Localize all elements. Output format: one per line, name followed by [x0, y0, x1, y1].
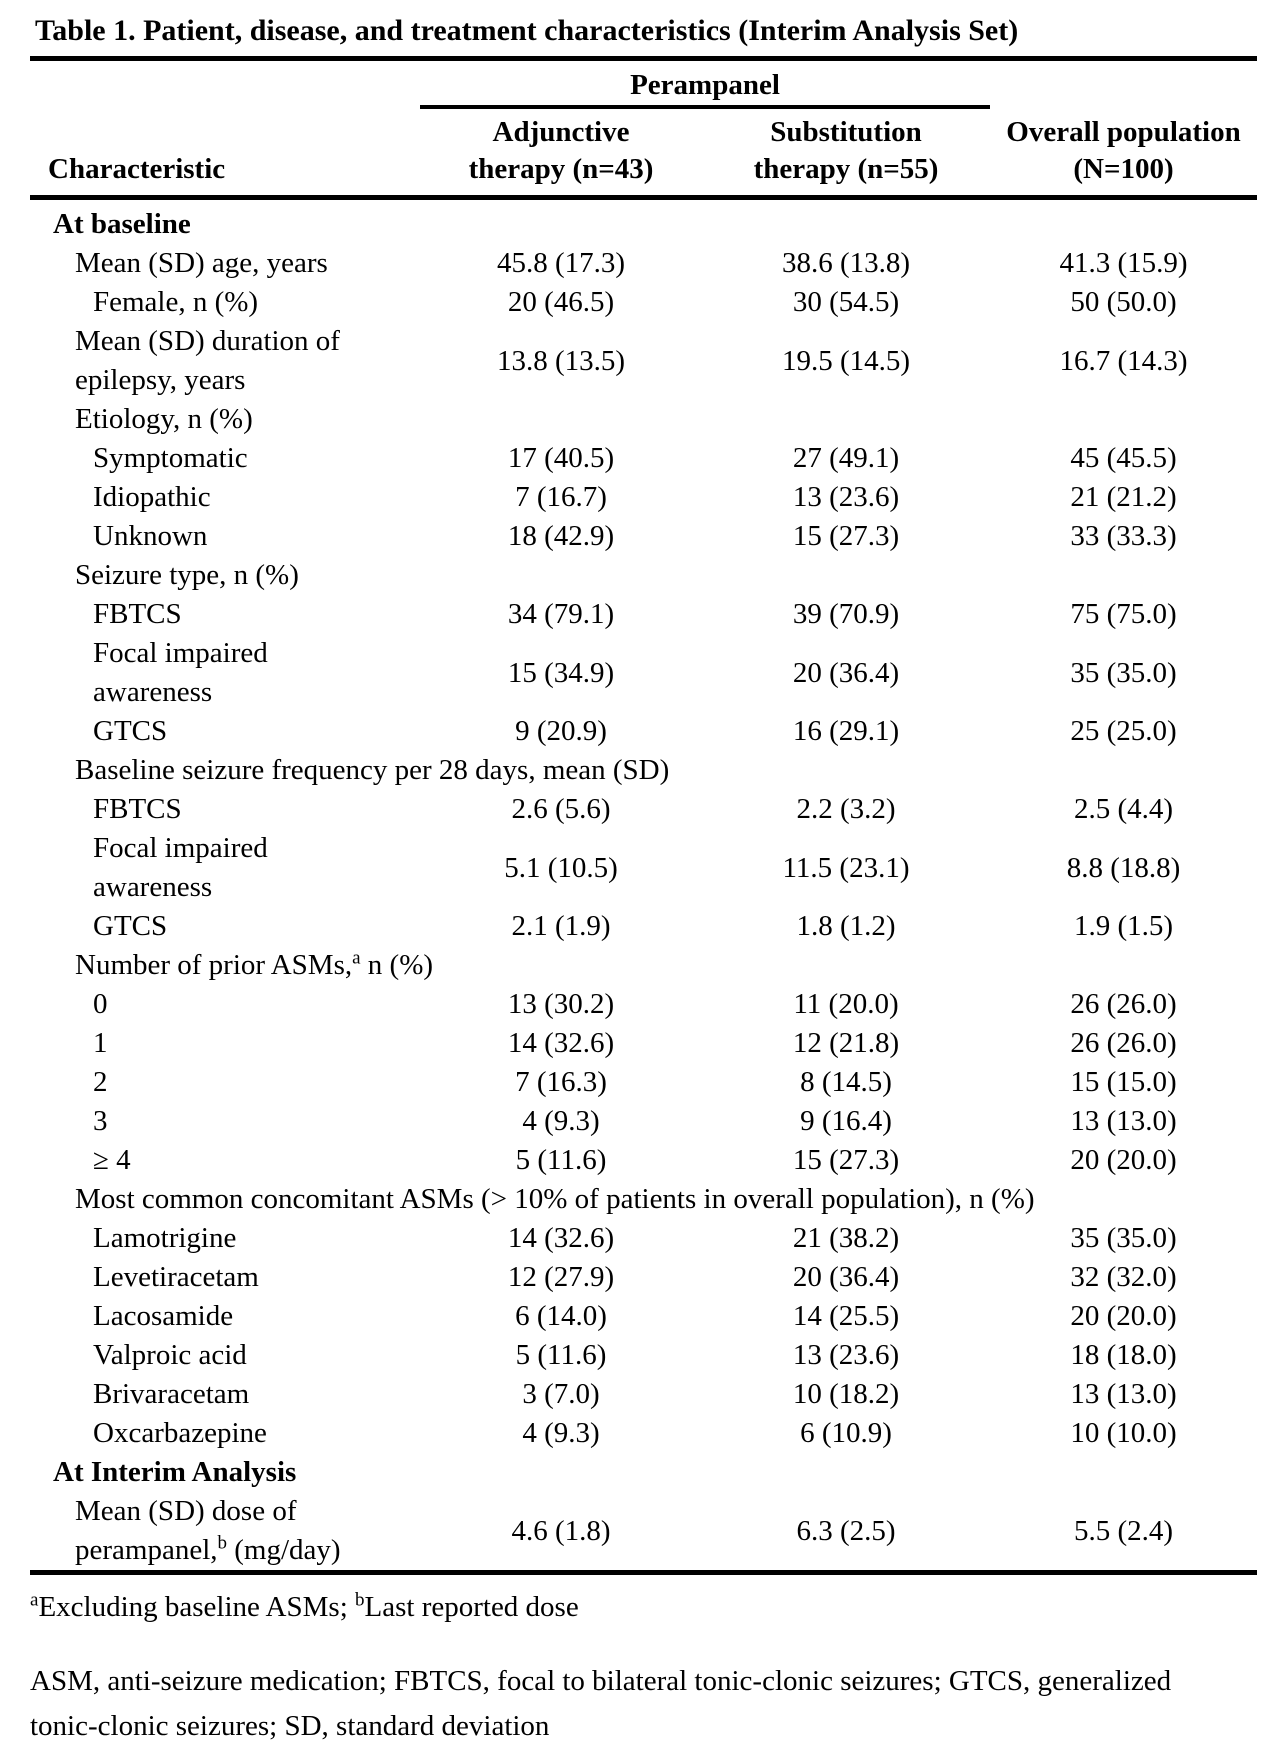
cell-value: 8 (14.5) — [800, 1066, 892, 1098]
row-label: Mean (SD) duration of epilepsy, years — [75, 325, 340, 396]
table-row — [30, 244, 1257, 283]
row-label: Most common concomitant ASMs (> 10% of patients in overall population), n (%) — [75, 1183, 1035, 1215]
table-row — [30, 790, 1257, 829]
perampanel-spanner-header: Perampanel — [420, 59, 990, 108]
cell-value: 27 (49.1) — [792, 442, 900, 474]
row-label: Focal impaired awareness — [93, 637, 268, 708]
substitution-column-header — [702, 107, 990, 198]
cell-value: 2.2 (3.2) — [796, 793, 896, 825]
table-row — [30, 595, 1257, 634]
cell-value: 14 (25.5) — [792, 1300, 900, 1332]
cell-value: 18 (42.9) — [507, 520, 615, 552]
cell-value: 1.9 (1.5) — [1073, 910, 1174, 942]
cell-value: 16.7 (14.3) — [1059, 344, 1188, 377]
cell-value: 6 (10.9) — [800, 1417, 892, 1449]
row-label: Levetiracetam — [93, 1261, 259, 1293]
cell-value: 15 (27.3) — [792, 520, 900, 552]
table-row — [30, 322, 1257, 400]
row-label: At baseline — [53, 208, 191, 240]
row-label: Focal impaired awareness — [93, 832, 268, 903]
table-row — [30, 946, 1257, 985]
cell-value: 35 (35.0) — [1070, 656, 1177, 689]
cell-value: 45.8 (17.3) — [496, 247, 626, 279]
cell-value: 35 (35.0) — [1070, 1222, 1177, 1254]
row-label: GTCS — [93, 910, 168, 942]
row-label: Mean (SD) age, years — [75, 247, 328, 279]
cell-value: 2.6 (5.6) — [511, 793, 611, 825]
spanner-spacer-right — [990, 59, 1257, 108]
row-label: Unknown — [93, 520, 208, 552]
table-title: Table 1. Patient, disease, and treatment characteristics (Interim Analysis Set) — [35, 14, 1019, 47]
cell-value: 15 (15.0) — [1070, 1066, 1177, 1098]
cell-value: 18 (18.0) — [1070, 1339, 1177, 1371]
table-row — [30, 439, 1257, 478]
table-row — [30, 556, 1257, 595]
table-row — [30, 1219, 1257, 1258]
cell-value: 15 (34.9) — [507, 656, 615, 689]
cell-value: 16 (29.1) — [792, 715, 900, 747]
cell-value: 2.5 (4.4) — [1073, 793, 1174, 825]
table-row — [30, 751, 1257, 790]
cell-value: 50 (50.0) — [1070, 286, 1177, 318]
cell-value: 9 (16.4) — [800, 1105, 892, 1137]
table-row — [30, 198, 1257, 245]
row-label: Oxcarbazepine — [93, 1417, 267, 1449]
cell-value: 4 (9.3) — [522, 1417, 600, 1449]
cell-value: 4 (9.3) — [522, 1105, 600, 1137]
row-label: FBTCS — [93, 598, 182, 630]
row-label: Seizure type, n (%) — [75, 559, 299, 591]
row-label: 2 — [93, 1066, 108, 1098]
table-row — [30, 1414, 1257, 1453]
cell-value: 26 (26.0) — [1070, 988, 1177, 1020]
substitution-header-line2: therapy (n=55) — [753, 153, 939, 185]
table-row — [30, 985, 1257, 1024]
cell-value: 26 (26.0) — [1070, 1027, 1177, 1059]
cell-value: 5 (11.6) — [515, 1144, 607, 1176]
footnote: $^a$Excluding baseline ASMs; $^b$Last reported dose — [30, 1589, 579, 1623]
table-body — [30, 198, 1257, 1573]
table-row — [30, 283, 1257, 322]
cell-value: 2.1 (1.9) — [511, 910, 611, 942]
cell-value: 3 (7.0) — [522, 1378, 600, 1410]
table-row — [30, 478, 1257, 517]
cell-value: 75 (75.0) — [1070, 598, 1177, 630]
cell-value: 11 (20.0) — [793, 988, 899, 1020]
row-label: Number of prior ASMs,$^a$ n (%) — [75, 947, 434, 981]
cell-value: 30 (54.5) — [792, 286, 900, 318]
column-header-row — [30, 107, 1257, 198]
page — [30, 14, 1257, 1749]
cell-value: 14 (32.6) — [507, 1027, 615, 1059]
overall-header-line2: (N=100) — [1073, 153, 1174, 185]
row-label: Baseline seizure frequency per 28 days, mean (SD) — [75, 754, 670, 786]
abbreviations-note: ASM, anti-seizure medication; FBTCS, focal to bilateral tonic-clonic seizures; GTCS, generalized tonic-clonic seizures; SD, standard deviation — [30, 1665, 1172, 1742]
cell-value: 7 (16.7) — [515, 481, 607, 513]
cell-value: 21 (21.2) — [1070, 481, 1177, 513]
table-row — [30, 1024, 1257, 1063]
cell-value: 5.5 (2.4) — [1073, 1514, 1174, 1547]
cell-value: 13 (13.0) — [1070, 1105, 1177, 1137]
cell-value: 6.3 (2.5) — [796, 1514, 896, 1547]
overall-population-column-header — [990, 107, 1257, 198]
cell-value: 13.8 (13.5) — [496, 344, 626, 377]
cell-value: 5 (11.6) — [515, 1339, 607, 1371]
row-label: Lacosamide — [93, 1300, 234, 1332]
cell-value: 6 (14.0) — [515, 1300, 607, 1332]
table-header — [30, 59, 1257, 198]
cell-value: 20 (46.5) — [507, 286, 615, 318]
row-label: Lamotrigine — [93, 1222, 237, 1254]
table-row — [30, 1297, 1257, 1336]
table-row — [30, 1375, 1257, 1414]
cell-value: 10 (18.2) — [792, 1378, 900, 1410]
cell-value: 14 (32.6) — [507, 1222, 615, 1254]
table-row — [30, 1180, 1257, 1219]
cell-value: 41.3 (15.9) — [1059, 247, 1188, 279]
cell-value: 10 (10.0) — [1070, 1417, 1177, 1449]
row-label: At Interim Analysis — [53, 1456, 297, 1488]
table-row — [30, 712, 1257, 751]
cell-value: 19.5 (14.5) — [781, 344, 911, 377]
cell-value: 11.5 (23.1) — [782, 851, 910, 884]
table-row — [30, 400, 1257, 439]
substitution-header-line1: Substitution — [770, 116, 922, 148]
cell-value: 12 (27.9) — [507, 1261, 615, 1293]
table-row — [30, 517, 1257, 556]
row-label: 3 — [93, 1105, 108, 1137]
row-label: ≥ 4 — [93, 1144, 131, 1176]
cell-value: 17 (40.5) — [507, 442, 615, 474]
row-label: GTCS — [93, 715, 168, 747]
table-row — [30, 1492, 1257, 1573]
cell-value: 38.6 (13.8) — [781, 247, 911, 279]
cell-value: 32 (32.0) — [1070, 1261, 1177, 1293]
row-label: FBTCS — [93, 793, 182, 825]
row-label: 1 — [93, 1027, 108, 1059]
table-row — [30, 1063, 1257, 1102]
cell-value: 13 (23.6) — [792, 481, 900, 513]
cell-value: 20 (20.0) — [1070, 1144, 1177, 1176]
table-row — [30, 1258, 1257, 1297]
cell-value: 15 (27.3) — [792, 1144, 900, 1176]
characteristic-column-header: Characteristic — [30, 107, 420, 198]
cell-value: 12 (21.8) — [792, 1027, 900, 1059]
adjunctive-column-header — [420, 107, 702, 198]
cell-value: 8.8 (18.8) — [1066, 851, 1181, 884]
cell-value: 33 (33.3) — [1070, 520, 1177, 552]
row-label: Etiology, n (%) — [75, 403, 253, 435]
characteristics-table — [30, 56, 1257, 1575]
table-row — [30, 907, 1257, 946]
table-row — [30, 1102, 1257, 1141]
row-label: Mean (SD) dose of perampanel,$^b$ (mg/day) — [75, 1495, 341, 1566]
cell-value: 39 (70.9) — [792, 598, 900, 630]
cell-value: 13 (30.2) — [507, 988, 615, 1020]
table-row — [30, 1141, 1257, 1180]
table-row — [30, 829, 1257, 907]
table-row — [30, 1453, 1257, 1492]
cell-value: 4.6 (1.8) — [511, 1514, 611, 1547]
adjunctive-header-line1: Adjunctive — [492, 116, 630, 148]
cell-value: 13 (13.0) — [1070, 1378, 1177, 1410]
cell-value: 20 (20.0) — [1070, 1300, 1177, 1332]
cell-value: 21 (38.2) — [792, 1222, 900, 1254]
cell-value: 9 (20.9) — [515, 715, 607, 747]
cell-value: 5.1 (10.5) — [504, 851, 618, 884]
table-row — [30, 1336, 1257, 1375]
cell-value: 34 (79.1) — [507, 598, 615, 630]
cell-value: 13 (23.6) — [792, 1339, 900, 1371]
cell-value: 7 (16.3) — [515, 1066, 607, 1098]
cell-value: 1.8 (1.2) — [796, 910, 896, 942]
row-label: Symptomatic — [93, 442, 248, 474]
cell-value: 45 (45.5) — [1070, 442, 1177, 474]
cell-value: 20 (36.4) — [792, 656, 900, 689]
spanner-spacer-left — [30, 59, 420, 108]
row-label: Valproic acid — [93, 1339, 247, 1371]
adjunctive-header-line2: therapy (n=43) — [468, 153, 654, 185]
row-label: Idiopathic — [93, 481, 211, 513]
overall-header-line1: Overall population — [1006, 116, 1241, 148]
row-label: Female, n (%) — [93, 286, 259, 318]
cell-value: 20 (36.4) — [792, 1261, 900, 1293]
cell-value: 25 (25.0) — [1070, 715, 1177, 747]
table-row — [30, 634, 1257, 712]
row-label: Brivaracetam — [93, 1378, 250, 1410]
row-label: 0 — [93, 988, 108, 1020]
spanner-row — [30, 59, 1257, 108]
